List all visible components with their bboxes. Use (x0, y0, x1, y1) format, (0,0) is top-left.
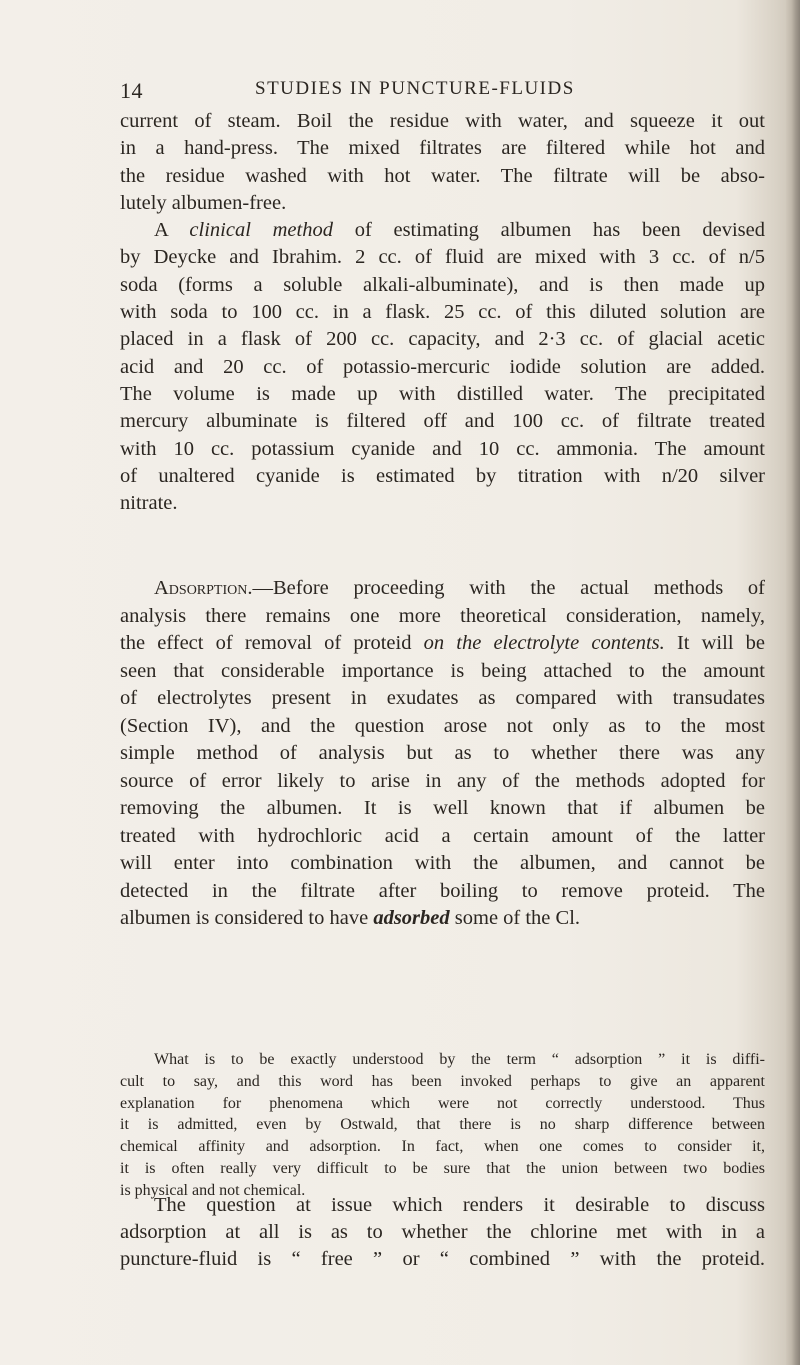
heading-rest: —Before proceeding with the actual methods of (252, 577, 765, 599)
page-number: 14 (120, 78, 143, 103)
line-start: albumen is considered to have (120, 907, 369, 929)
text-line: puncture-fluid is “ free ” or “ combined ” with the proteid. (120, 1248, 765, 1271)
running-title: STUDIES IN PUNCTURE-FLUIDS (255, 78, 575, 99)
text-line: in a hand-press. The mixed filtrates are filtered while hot and (120, 137, 765, 160)
clinical-method-emphasis: clinical method (189, 219, 333, 242)
note-line: cult to say, and this word has been invoked perhaps to give an apparent (120, 1072, 765, 1090)
text-line: treated with hydrochloric acid a certain amount of the latter (120, 824, 765, 847)
paragraph-steam-method (120, 108, 765, 517)
clinical-method-line (120, 217, 765, 244)
line-end: It will be (676, 632, 766, 654)
text-line: acid and 20 cc. of potassio-mercuric iodide solution are added. (120, 355, 765, 378)
adsorbed-line (120, 905, 765, 933)
electrolyte-emphasis: on the electrolyte contents. (423, 632, 665, 654)
text-line: placed in a flask of 200 cc. capacity, and 2·3 cc. of glacial acetic (120, 328, 765, 351)
text-line: with soda to 100 cc. in a flask. 25 cc. of this diluted solution are (120, 301, 765, 324)
text-line: mercury albuminate is filtered off and 100 cc. of filtrate treated (120, 410, 765, 433)
text-line: analysis there remains one more theoretical consideration, namely, (120, 604, 765, 627)
text-line-emphasis (120, 630, 765, 658)
text-line: seen that considerable importance is being attached to the amount (120, 659, 765, 682)
text-line: removing the albumen. It is well known that if albumen be (120, 797, 765, 819)
text-line: nitrate. (120, 492, 178, 515)
text-line: The volume is made up with distilled water. The precipitated (120, 382, 765, 405)
adsorption-heading-line (120, 575, 765, 603)
text-line: simple method of analysis but as to whether there was any (120, 742, 765, 764)
text-line: the residue washed with hot water. The filtrate will be abso- (120, 164, 765, 187)
note-line: chemical affinity and adsorption. In fact, when one comes to consider it, (120, 1138, 765, 1156)
text-line: lutely albumen-free. (120, 191, 287, 214)
text-line: detected in the filtrate after boiling to remove proteid. The (120, 879, 765, 902)
note-line: it is admitted, even by Ostwald, that there is no sharp difference between (120, 1116, 765, 1134)
text-line: adsorption at all is as to whether the chlorine met with in a (120, 1221, 765, 1244)
adsorbed-emphasis: adsorbed (373, 907, 450, 929)
note-adsorption-definition (120, 1049, 765, 1202)
text-line: The question at issue which renders it desirable to discuss (154, 1194, 765, 1216)
text-line: source of error likely to arise in any of the methods adopted for (120, 769, 765, 792)
text-line: soda (forms a soluble alkali-albuminate), and is then made up (120, 273, 765, 296)
text-line: (Section IV), and the question arose not only as to the most (120, 714, 765, 737)
paragraph-chlorine-question (120, 1192, 765, 1274)
text-line: current of steam. Boil the residue with water, and squeeze it out (120, 110, 765, 132)
note-line: explanation for phenomena which were not correctly understood. Thus (120, 1094, 765, 1112)
page-edge-shadow (786, 0, 800, 1365)
clinical-method-rest: of estimating albumen has been devised (354, 219, 765, 242)
text-line: with 10 cc. potassium cyanide and 10 cc. ammonia. The amount (120, 437, 765, 460)
text-line: of electrolytes present in exudates as compared with transudates (120, 687, 765, 709)
clinical-intro: A (154, 219, 168, 242)
note-line: is physical and not chemical. (120, 1181, 306, 1199)
note-line: What is to be exactly understood by the term “ adsorption ” it is diffi- (154, 1051, 765, 1068)
text-line: by Deycke and Ibrahim. 2 cc. of fluid are mixed with 3 cc. of n/5 (120, 246, 765, 269)
note-line: it is often really very difficult to be sure that the union between two bodies (120, 1159, 765, 1177)
line-end: some of the Cl. (454, 907, 581, 929)
paragraph-adsorption (120, 575, 765, 933)
section-heading: Adsorption. (154, 577, 253, 599)
text-line: will enter into combination with the albumen, and cannot be (120, 852, 765, 874)
line-start: the effect of removal of proteid (120, 632, 412, 654)
text-line: of unaltered cyanide is estimated by titration with n/20 silver (120, 464, 765, 487)
